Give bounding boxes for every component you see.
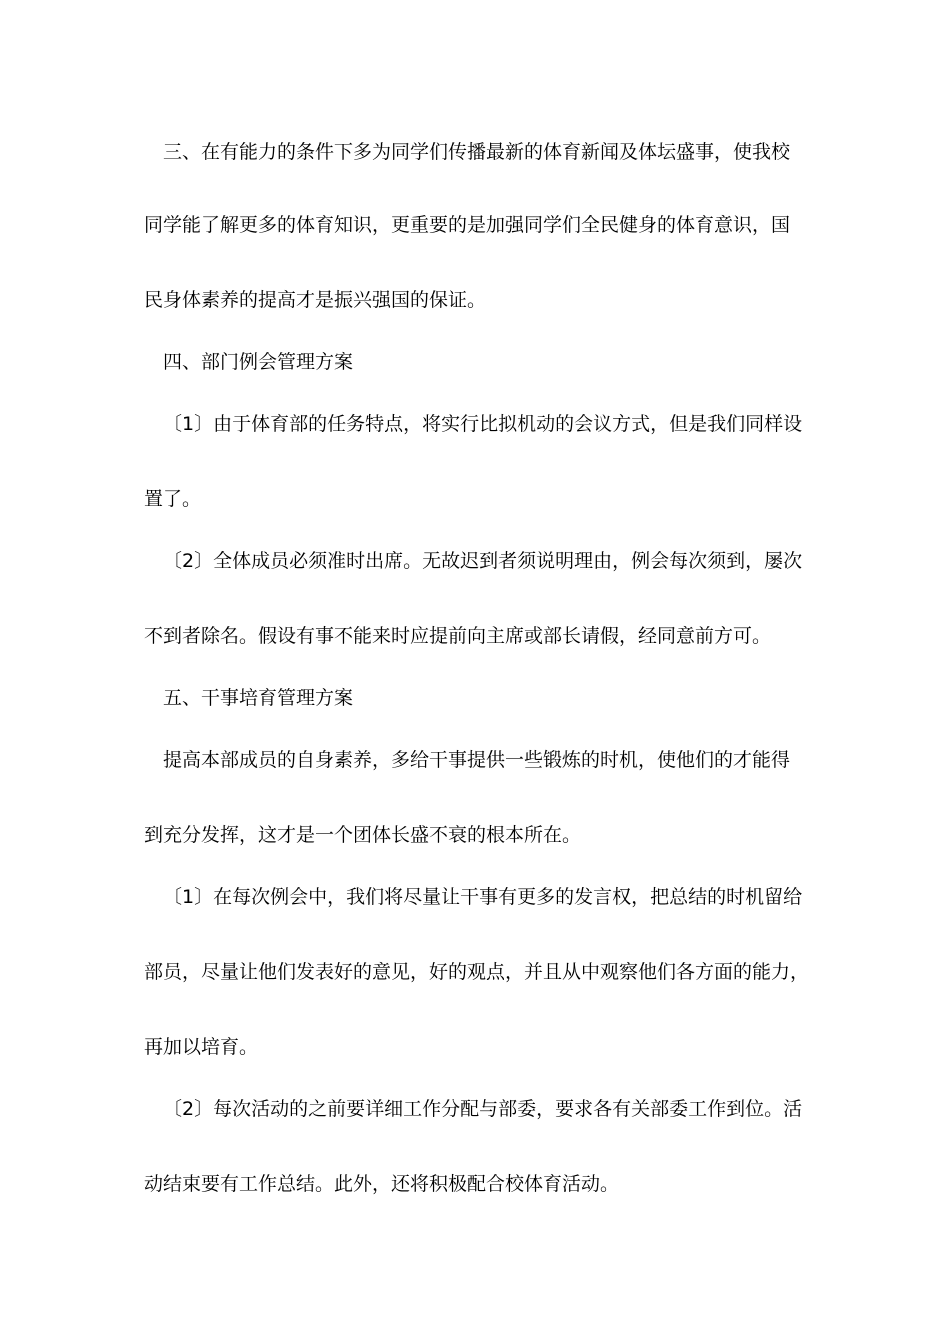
section-five-intro-line-2: 到充分发挥，这才是一个团体长盛不衰的根本所在。 <box>144 824 582 846</box>
section-four-item-2-line-1: 〔2〕全体成员必须准时出席。无故迟到者须说明理由，例会每次须到，屡次 <box>163 550 803 572</box>
section-five-item-1-line-1: 〔1〕在每次例会中，我们将尽量让干事有更多的发言权，把总结的时机留给 <box>163 886 803 908</box>
section-five-item-2-line-2: 动结束要有工作总结。此外，还将积极配合校体育活动。 <box>144 1173 620 1195</box>
section-five-item-1-line-2: 部员，尽量让他们发表好的意见，好的观点，并且从中观察他们各方面的能力， <box>144 961 810 983</box>
section-four-heading: 四、部门例会管理方案 <box>163 351 354 373</box>
section-five-heading: 五、干事培育管理方案 <box>163 687 354 709</box>
section-three-line-3: 民身体素养的提高才是振兴强国的保证。 <box>144 289 487 311</box>
section-three-line-1: 三、在有能力的条件下多为同学们传播最新的体育新闻及体坛盛事，使我校 <box>163 141 791 163</box>
section-four-item-1-line-2: 置了。 <box>144 488 202 510</box>
section-four-item-1-line-1: 〔1〕由于体育部的任务特点，将实行比拟机动的会议方式，但是我们同样设 <box>163 413 803 435</box>
section-three-line-2: 同学能了解更多的体育知识，更重要的是加强同学们全民健身的体育意识，国 <box>144 214 791 236</box>
section-five-item-2-line-1: 〔2〕每次活动的之前要详细工作分配与部委，要求各有关部委工作到位。活 <box>163 1098 803 1120</box>
section-five-item-1-line-3: 再加以培育。 <box>144 1036 259 1058</box>
section-four-item-2-line-2: 不到者除名。假设有事不能来时应提前向主席或部长请假，经同意前方可。 <box>144 625 772 647</box>
section-five-intro-line-1: 提高本部成员的自身素养，多给干事提供一些锻炼的时机，使他们的才能得 <box>163 749 791 771</box>
